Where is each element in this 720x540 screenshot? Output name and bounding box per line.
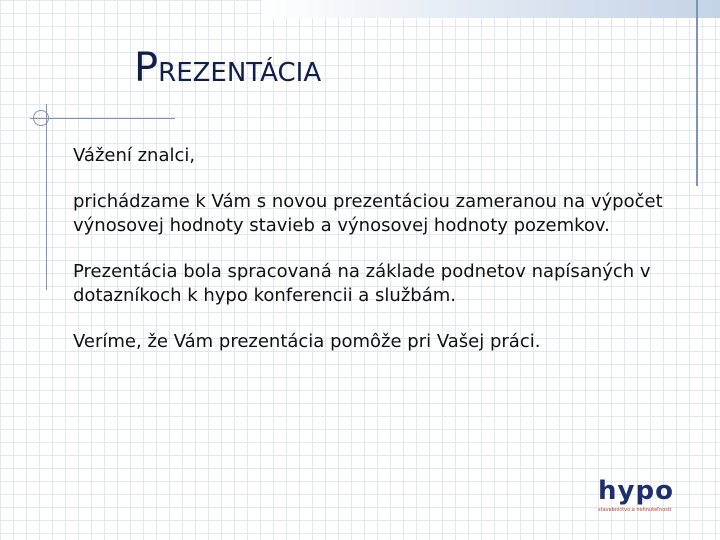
hypo-logo [598,478,682,514]
slide-title-initial: P [134,45,159,91]
body-paragraph: Prezentácia bola spracovaná na základe podnetov napísaných v dotazníkoch k hypo konferencii a službám. [73,261,651,306]
logo-wordmark: hypo [598,476,674,506]
horizontal-accent-rule [30,118,175,119]
vertical-accent-rule [46,104,47,290]
greeting-paragraph: Vážení znalci, [73,145,196,166]
circle-accent-icon [33,110,49,126]
top-gradient-band [262,0,720,18]
slide-title [134,45,322,91]
logo-tagline: stavebnictvo a nehnuteľnosti [598,507,672,513]
slide-body [73,144,698,376]
body-paragraph: Veríme, že Vám prezentácia pomôže pri Vašej práci. [73,331,541,352]
body-paragraph: prichádzame k Vám s novou prezentáciou zameranou na výpočet výnosovej hodnoty stavieb a výnosovej hodnoty pozemkov. [73,191,663,236]
slide-title-rest: REZENTÁCIA [158,58,322,88]
